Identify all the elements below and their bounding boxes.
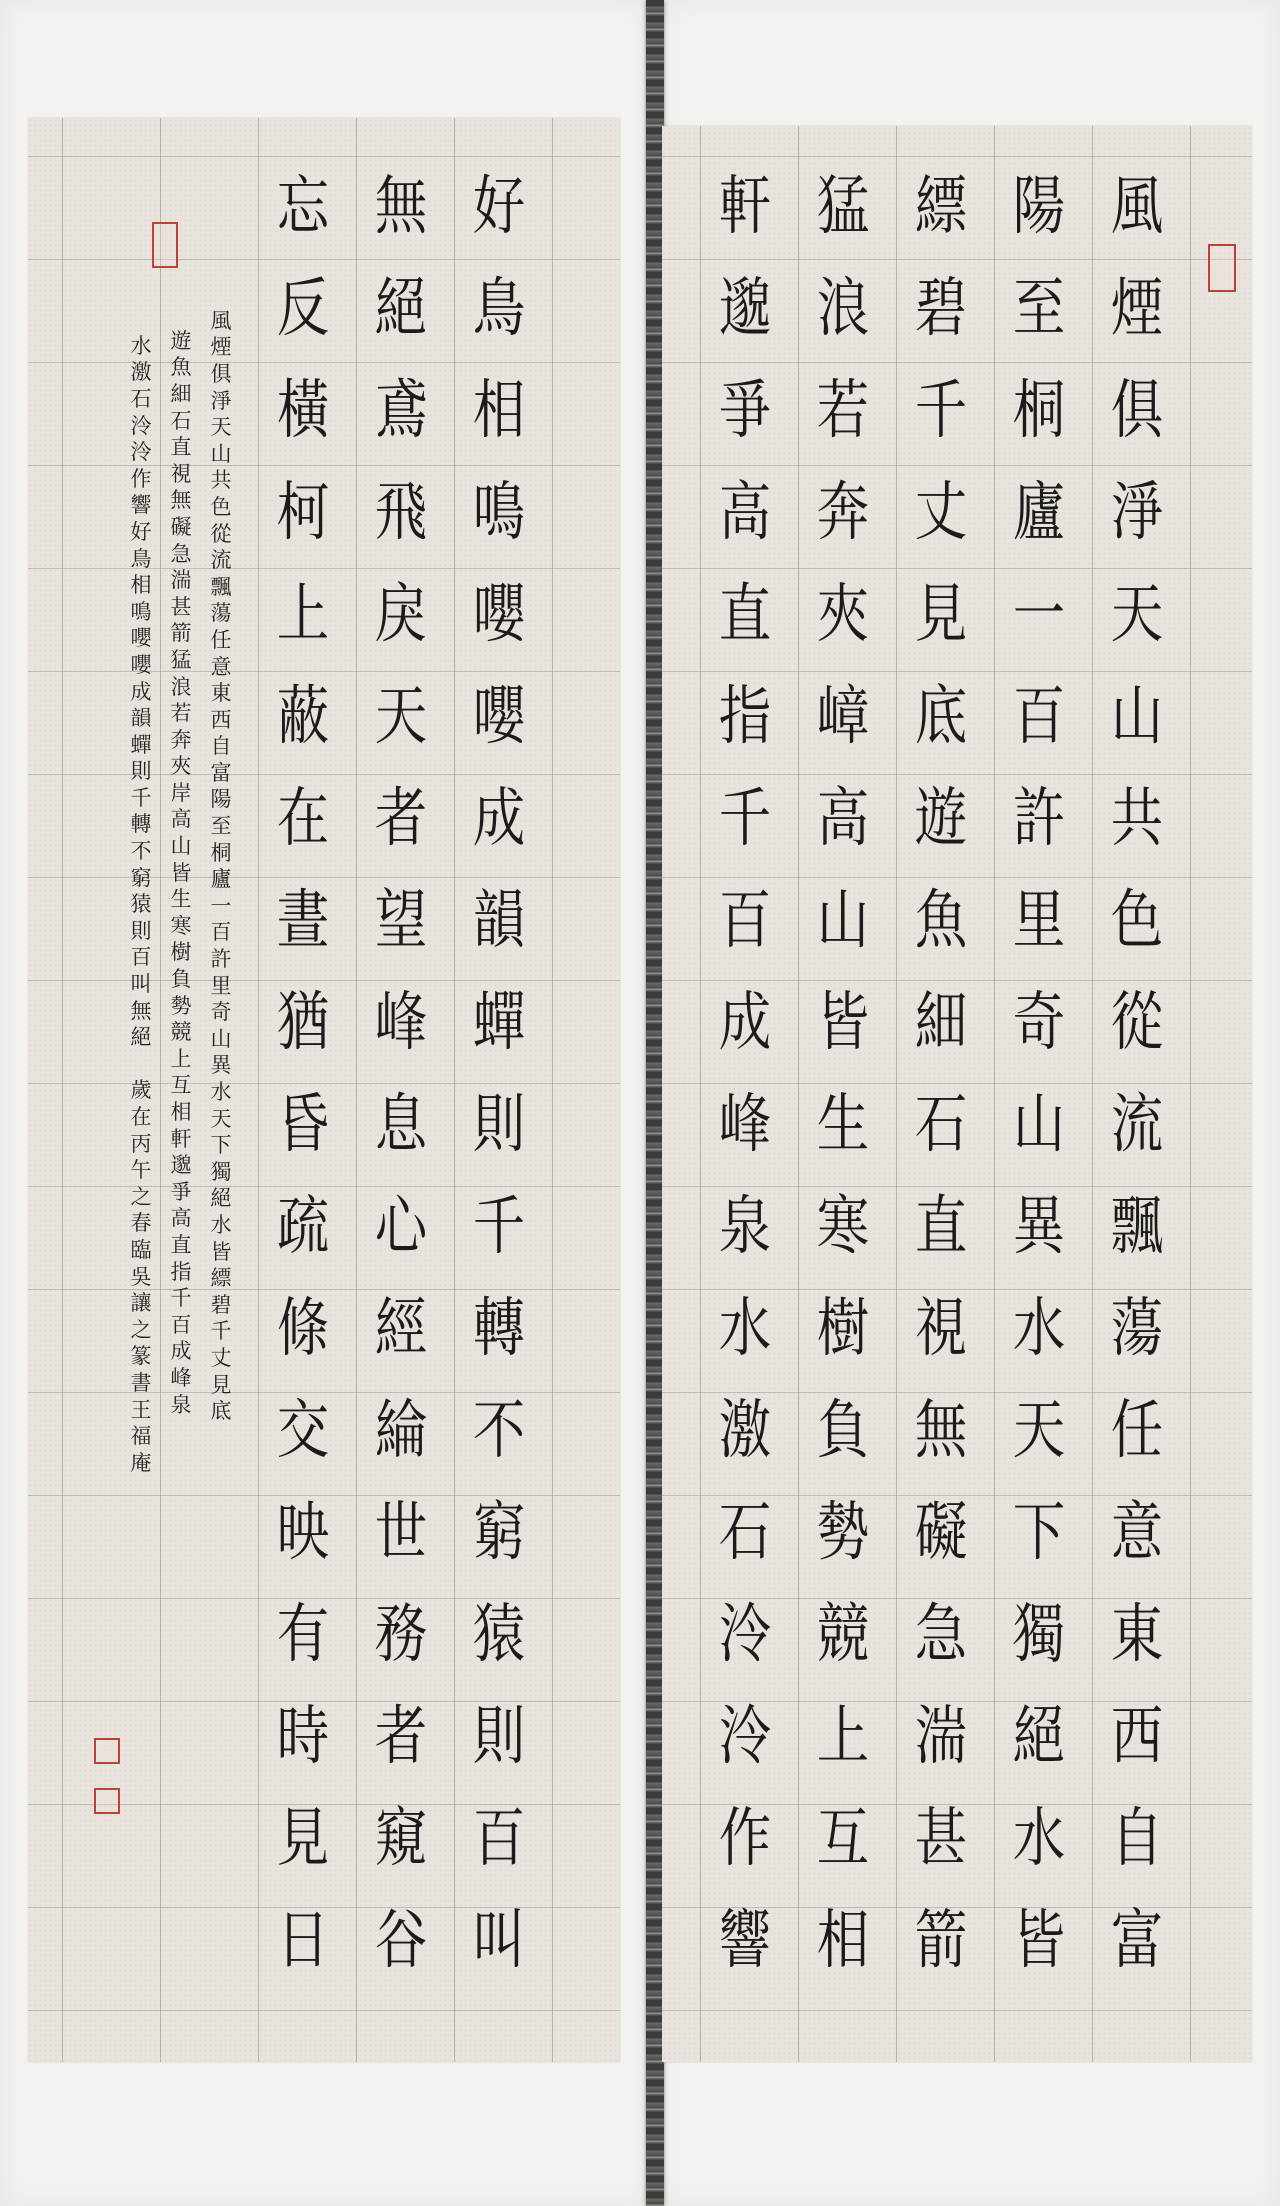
seal-script-character: 鳴 bbox=[472, 476, 526, 550]
seal-script-character: 共 bbox=[1110, 782, 1164, 856]
inscription-character: 歲 bbox=[130, 1078, 152, 1103]
inscription-character: 水 bbox=[130, 333, 152, 358]
inscription-character: 山 bbox=[210, 1026, 232, 1051]
seal-script-character: 蕩 bbox=[1110, 1292, 1164, 1366]
seal-script-character: 獨 bbox=[1012, 1598, 1066, 1672]
inscription-character: 一 bbox=[210, 893, 232, 918]
seal-script-character: 石 bbox=[914, 1088, 968, 1162]
inscription-character: 奇 bbox=[210, 1000, 232, 1025]
seal-script-character: 激 bbox=[718, 1394, 772, 1468]
inscription-character: 自 bbox=[210, 734, 232, 759]
inscription-character: 見 bbox=[210, 1372, 232, 1397]
seal-script-character: 交 bbox=[276, 1394, 330, 1468]
inscription-character: 直 bbox=[170, 1232, 192, 1257]
inscription-character: 丈 bbox=[210, 1345, 232, 1370]
inscription-character: 王 bbox=[130, 1397, 152, 1422]
seal-script-character: 晝 bbox=[276, 884, 330, 958]
seal-script-column bbox=[996, 156, 1082, 1992]
inscription-character: 箭 bbox=[170, 621, 192, 646]
name-seal-stamp bbox=[94, 1788, 120, 1814]
seal-script-character: 細 bbox=[914, 986, 968, 1060]
inscription-character: 則 bbox=[130, 918, 152, 943]
inscription-character: 爭 bbox=[170, 1179, 192, 1204]
inscription-column bbox=[206, 308, 236, 1425]
seal-script-character: 經 bbox=[374, 1292, 428, 1366]
seal-script-character: 反 bbox=[276, 272, 330, 346]
inscription-character: 許 bbox=[210, 947, 232, 972]
inscription-character: 色 bbox=[210, 494, 232, 519]
inscription-character: 響 bbox=[130, 493, 152, 518]
seal-script-character: 作 bbox=[718, 1802, 772, 1876]
inscription-character: 之 bbox=[130, 1317, 152, 1342]
seal-script-character: 任 bbox=[1110, 1394, 1164, 1468]
inscription-character: 互 bbox=[170, 1073, 192, 1098]
seal-script-character: 務 bbox=[374, 1598, 428, 1672]
seal-script-character: 見 bbox=[914, 578, 968, 652]
seal-script-character: 相 bbox=[816, 1904, 870, 1978]
seal-script-column bbox=[800, 156, 886, 1992]
seal-script-character: 上 bbox=[276, 578, 330, 652]
inscription-character: 無 bbox=[170, 488, 192, 513]
inscription-character: 飄 bbox=[210, 574, 232, 599]
seal-script-character: 奇 bbox=[1012, 986, 1066, 1060]
seal-script-character: 皆 bbox=[816, 986, 870, 1060]
inscription-character: 里 bbox=[210, 973, 232, 998]
inscription-column bbox=[166, 328, 196, 1418]
seal-script-character: 山 bbox=[1110, 680, 1164, 754]
inscription-character: 好 bbox=[130, 519, 152, 544]
inscription-character: 山 bbox=[210, 441, 232, 466]
seal-script-character: 峰 bbox=[718, 1088, 772, 1162]
seal-script-character: 皆 bbox=[1012, 1904, 1066, 1978]
inscription-character: 絕 bbox=[210, 1186, 232, 1211]
seal-script-character: 泉 bbox=[718, 1190, 772, 1264]
seal-script-character: 映 bbox=[276, 1496, 330, 1570]
seal-script-character: 叫 bbox=[472, 1904, 526, 1978]
inscription-character: 俱 bbox=[210, 361, 232, 386]
inscription-character: 煙 bbox=[210, 335, 232, 360]
seal-script-character: 視 bbox=[914, 1292, 968, 1366]
seal-script-character: 戾 bbox=[374, 578, 428, 652]
seal-script-character: 窮 bbox=[472, 1496, 526, 1570]
seal-script-character: 飛 bbox=[374, 476, 428, 550]
seal-script-character: 百 bbox=[718, 884, 772, 958]
inscription-character: 轉 bbox=[130, 812, 152, 837]
inscription-character: 淨 bbox=[210, 388, 232, 413]
seal-script-character: 桐 bbox=[1012, 374, 1066, 448]
seal-script-character: 夾 bbox=[816, 578, 870, 652]
seal-script-column bbox=[260, 156, 346, 1992]
seal-script-character: 意 bbox=[1110, 1496, 1164, 1570]
seal-script-character: 至 bbox=[1012, 272, 1066, 346]
inscription-character: 絕 bbox=[130, 1025, 152, 1050]
inscription-character: 從 bbox=[210, 521, 232, 546]
seal-script-character: 石 bbox=[718, 1496, 772, 1570]
seal-script-character: 則 bbox=[472, 1700, 526, 1774]
inscription-character: 窮 bbox=[130, 865, 152, 890]
inscription-character: 不 bbox=[130, 839, 152, 864]
seal-script-character: 無 bbox=[914, 1394, 968, 1468]
seal-script-column bbox=[702, 156, 788, 1992]
leading-seal-stamp bbox=[1208, 244, 1236, 292]
inscription-character: 鳴 bbox=[130, 599, 152, 624]
seal-script-character: 千 bbox=[914, 374, 968, 448]
seal-script-character: 甚 bbox=[914, 1802, 968, 1876]
inscription-character: 共 bbox=[210, 468, 232, 493]
seal-script-character: 柯 bbox=[276, 476, 330, 550]
seal-script-character: 有 bbox=[276, 1598, 330, 1672]
inscription-character: 下 bbox=[210, 1133, 232, 1158]
inscription-character: 午 bbox=[130, 1158, 152, 1183]
seal-script-character: 里 bbox=[1012, 884, 1066, 958]
inscription-character: 相 bbox=[130, 573, 152, 598]
seal-script-character: 谷 bbox=[374, 1904, 428, 1978]
inscription-character: 千 bbox=[210, 1319, 232, 1344]
seal-script-character: 相 bbox=[472, 374, 526, 448]
inscription-character: 泠 bbox=[130, 413, 152, 438]
inscription-character: 浪 bbox=[170, 674, 192, 699]
inscription-character: 峰 bbox=[170, 1365, 192, 1390]
seal-script-character: 東 bbox=[1110, 1598, 1164, 1672]
seal-script-character: 千 bbox=[472, 1190, 526, 1264]
seal-script-character: 奔 bbox=[816, 476, 870, 550]
inscription-character: 若 bbox=[170, 701, 192, 726]
seal-script-character: 猶 bbox=[276, 986, 330, 1060]
inscription-character: 庵 bbox=[130, 1450, 152, 1475]
seal-script-character: 者 bbox=[374, 1700, 428, 1774]
inscription-character: 奔 bbox=[170, 727, 192, 752]
inscription-character: 丙 bbox=[130, 1131, 152, 1156]
seal-script-character: 鳶 bbox=[374, 374, 428, 448]
inscription-character: 千 bbox=[170, 1286, 192, 1311]
seal-script-character: 寒 bbox=[816, 1190, 870, 1264]
seal-script-character: 遊 bbox=[914, 782, 968, 856]
inscription-character: 泠 bbox=[130, 440, 152, 465]
seal-script-character: 色 bbox=[1110, 884, 1164, 958]
inscription-character: 皆 bbox=[170, 860, 192, 885]
seal-script-character: 鳥 bbox=[472, 272, 526, 346]
inscription-character: 天 bbox=[210, 415, 232, 440]
seal-script-character: 陽 bbox=[1012, 170, 1066, 244]
seal-script-character: 富 bbox=[1110, 1904, 1164, 1978]
seal-script-column bbox=[898, 156, 984, 1992]
right-calligraphy-panel bbox=[662, 126, 1252, 2062]
seal-script-character: 高 bbox=[718, 476, 772, 550]
inscription-character: 石 bbox=[170, 408, 192, 433]
seal-script-character: 丈 bbox=[914, 476, 968, 550]
inscription-character: 碧 bbox=[210, 1292, 232, 1317]
seal-script-character: 湍 bbox=[914, 1700, 968, 1774]
inscription-character: 百 bbox=[210, 920, 232, 945]
inscription-character: 百 bbox=[170, 1312, 192, 1337]
seal-script-character: 水 bbox=[718, 1292, 772, 1366]
inscription-character: 獨 bbox=[210, 1159, 232, 1184]
inscription-character: 無 bbox=[130, 998, 152, 1023]
seal-script-character: 自 bbox=[1110, 1802, 1164, 1876]
seal-script-character: 廬 bbox=[1012, 476, 1066, 550]
seal-script-character: 水 bbox=[1012, 1802, 1066, 1876]
inscription-character: 讓 bbox=[130, 1291, 152, 1316]
inscription-character: 蕩 bbox=[210, 601, 232, 626]
seal-script-character: 成 bbox=[718, 986, 772, 1060]
seal-script-character: 流 bbox=[1110, 1088, 1164, 1162]
seal-script-character: 泠 bbox=[718, 1700, 772, 1774]
seal-script-character: 山 bbox=[1012, 1088, 1066, 1162]
inscription-character: 廬 bbox=[210, 867, 232, 892]
inscription-character: 意 bbox=[210, 654, 232, 679]
seal-script-character: 不 bbox=[472, 1394, 526, 1468]
seal-script-character: 蔽 bbox=[276, 680, 330, 754]
seal-script-character: 橫 bbox=[276, 374, 330, 448]
seal-script-character: 絕 bbox=[1012, 1700, 1066, 1774]
inscription-character: 直 bbox=[170, 435, 192, 460]
inscription-character: 成 bbox=[170, 1339, 192, 1364]
inscription-character: 縹 bbox=[210, 1266, 232, 1291]
inscription-character: 競 bbox=[170, 1020, 192, 1045]
inscription-character: 福 bbox=[130, 1424, 152, 1449]
seal-script-character: 息 bbox=[374, 1088, 428, 1162]
seal-script-character: 韻 bbox=[472, 884, 526, 958]
seal-script-column bbox=[456, 156, 542, 1992]
seal-script-character: 日 bbox=[276, 1904, 330, 1978]
seal-script-character: 軒 bbox=[718, 170, 772, 244]
seal-script-character: 猛 bbox=[816, 170, 870, 244]
inscription-character: 礙 bbox=[170, 514, 192, 539]
inscription-character: 異 bbox=[210, 1053, 232, 1078]
inscription-character: 則 bbox=[130, 759, 152, 784]
inscription-character: 激 bbox=[130, 360, 152, 385]
inscription-character: 千 bbox=[130, 785, 152, 810]
inscription-character: 書 bbox=[130, 1370, 152, 1395]
seal-script-character: 碧 bbox=[914, 272, 968, 346]
seal-script-character: 許 bbox=[1012, 782, 1066, 856]
seal-script-character: 互 bbox=[816, 1802, 870, 1876]
seal-script-character: 蟬 bbox=[472, 986, 526, 1060]
seal-script-character: 勢 bbox=[816, 1496, 870, 1570]
inscription-character: 春 bbox=[130, 1211, 152, 1236]
seal-script-column bbox=[1094, 156, 1180, 1992]
inscription-character: 視 bbox=[170, 461, 192, 486]
seal-script-character: 礙 bbox=[914, 1496, 968, 1570]
seal-script-column bbox=[358, 156, 444, 1992]
inscription-character: 高 bbox=[170, 1206, 192, 1231]
seal-script-character: 上 bbox=[816, 1700, 870, 1774]
inscription-character: 富 bbox=[210, 760, 232, 785]
inscription-character: 勢 bbox=[170, 993, 192, 1018]
inscription-character: 天 bbox=[210, 1106, 232, 1131]
inscription-character: 吳 bbox=[130, 1264, 152, 1289]
seal-script-character: 嶂 bbox=[816, 680, 870, 754]
inscription-character: 臨 bbox=[130, 1237, 152, 1262]
inscription-character: 相 bbox=[170, 1100, 192, 1125]
seal-script-character: 浪 bbox=[816, 272, 870, 346]
seal-script-character: 生 bbox=[816, 1088, 870, 1162]
seal-script-character: 爭 bbox=[718, 374, 772, 448]
seal-script-character: 者 bbox=[374, 782, 428, 856]
inscription-character: 西 bbox=[210, 707, 232, 732]
inscription-character: 魚 bbox=[170, 355, 192, 380]
seal-script-character: 山 bbox=[816, 884, 870, 958]
seal-script-character: 嚶 bbox=[472, 680, 526, 754]
seal-script-character: 天 bbox=[1012, 1394, 1066, 1468]
seal-script-character: 條 bbox=[276, 1292, 330, 1366]
name-seal-stamp bbox=[94, 1738, 120, 1764]
inscription-character: 篆 bbox=[130, 1344, 152, 1369]
inscription-character: 泉 bbox=[170, 1392, 192, 1417]
inscription-character: 水 bbox=[210, 1212, 232, 1237]
inscription-character: 在 bbox=[130, 1105, 152, 1130]
inscription-character: 底 bbox=[210, 1399, 232, 1424]
seal-script-character: 時 bbox=[276, 1700, 330, 1774]
inscription-character: 作 bbox=[130, 466, 152, 491]
inscription-character: 寒 bbox=[170, 913, 192, 938]
seal-script-character: 競 bbox=[816, 1598, 870, 1672]
seal-script-character: 在 bbox=[276, 782, 330, 856]
inscription-character bbox=[126, 1051, 156, 1078]
inscription-character: 負 bbox=[170, 967, 192, 992]
seal-script-character: 從 bbox=[1110, 986, 1164, 1060]
inscription-character: 嚶 bbox=[130, 652, 152, 677]
seal-script-character: 邈 bbox=[718, 272, 772, 346]
seal-script-character: 百 bbox=[1012, 680, 1066, 754]
inscription-character: 猿 bbox=[130, 892, 152, 917]
inscription-character: 高 bbox=[170, 807, 192, 832]
inscription-character: 上 bbox=[170, 1046, 192, 1071]
seal-script-character: 見 bbox=[276, 1802, 330, 1876]
inscription-character: 東 bbox=[210, 681, 232, 706]
seal-script-character: 西 bbox=[1110, 1700, 1164, 1774]
seal-script-character: 指 bbox=[718, 680, 772, 754]
seal-script-character: 千 bbox=[718, 782, 772, 856]
seal-script-character: 嚶 bbox=[472, 578, 526, 652]
seal-script-character: 俱 bbox=[1110, 374, 1164, 448]
seal-script-character: 煙 bbox=[1110, 272, 1164, 346]
inscription-character: 百 bbox=[130, 945, 152, 970]
inscription-character: 甚 bbox=[170, 594, 192, 619]
seal-script-character: 縹 bbox=[914, 170, 968, 244]
inscription-character: 桐 bbox=[210, 840, 232, 865]
seal-script-character: 直 bbox=[914, 1190, 968, 1264]
seal-script-character: 響 bbox=[718, 1904, 772, 1978]
seal-script-character: 綸 bbox=[374, 1394, 428, 1468]
inscription-column bbox=[126, 333, 156, 1477]
inscription-character: 夾 bbox=[170, 754, 192, 779]
seal-script-character: 魚 bbox=[914, 884, 968, 958]
seal-script-character: 高 bbox=[816, 782, 870, 856]
seal-script-character: 水 bbox=[1012, 1292, 1066, 1366]
inscription-character: 山 bbox=[170, 834, 192, 859]
inscription-character: 叫 bbox=[130, 972, 152, 997]
seal-script-character: 風 bbox=[1110, 170, 1164, 244]
seal-script-character: 淨 bbox=[1110, 476, 1164, 550]
seal-script-character: 峰 bbox=[374, 986, 428, 1060]
inscription-character: 陽 bbox=[210, 787, 232, 812]
seal-script-character: 心 bbox=[374, 1190, 428, 1264]
leading-seal-stamp bbox=[152, 222, 178, 268]
inscription-character: 皆 bbox=[210, 1239, 232, 1264]
seal-script-character: 異 bbox=[1012, 1190, 1066, 1264]
seal-script-character: 急 bbox=[914, 1598, 968, 1672]
inscription-character: 水 bbox=[210, 1080, 232, 1105]
seal-script-character: 轉 bbox=[472, 1292, 526, 1366]
seal-script-character: 負 bbox=[816, 1394, 870, 1468]
seal-script-character: 底 bbox=[914, 680, 968, 754]
inscription-character: 湍 bbox=[170, 568, 192, 593]
inscription-character: 之 bbox=[130, 1184, 152, 1209]
seal-script-character: 一 bbox=[1012, 578, 1066, 652]
seal-script-character: 絕 bbox=[374, 272, 428, 346]
seal-script-character: 則 bbox=[472, 1088, 526, 1162]
seal-script-character: 世 bbox=[374, 1496, 428, 1570]
inscription-character: 猛 bbox=[170, 647, 192, 672]
seal-script-character: 樹 bbox=[816, 1292, 870, 1366]
inscription-character: 遊 bbox=[170, 328, 192, 353]
inscription-character: 鳥 bbox=[130, 546, 152, 571]
inscription-character: 急 bbox=[170, 541, 192, 566]
inscription-character: 蟬 bbox=[130, 732, 152, 757]
inscription-character: 嚶 bbox=[130, 626, 152, 651]
seal-script-character: 天 bbox=[1110, 578, 1164, 652]
seal-script-character: 窺 bbox=[374, 1802, 428, 1876]
seal-script-character: 無 bbox=[374, 170, 428, 244]
inscription-character: 任 bbox=[210, 627, 232, 652]
inscription-character: 石 bbox=[130, 386, 152, 411]
inscription-character: 至 bbox=[210, 814, 232, 839]
inscription-character: 生 bbox=[170, 887, 192, 912]
inscription-character: 軒 bbox=[170, 1126, 192, 1151]
seal-script-character: 天 bbox=[374, 680, 428, 754]
seal-script-character: 直 bbox=[718, 578, 772, 652]
seal-script-character: 泠 bbox=[718, 1598, 772, 1672]
inscription-character: 韻 bbox=[130, 706, 152, 731]
seal-script-character: 成 bbox=[472, 782, 526, 856]
seal-script-character: 昏 bbox=[276, 1088, 330, 1162]
seal-script-character: 箭 bbox=[914, 1904, 968, 1978]
inscription-character: 風 bbox=[210, 308, 232, 333]
inscription-character: 岸 bbox=[170, 780, 192, 805]
inscription-character: 樹 bbox=[170, 940, 192, 965]
seal-script-character: 飄 bbox=[1110, 1190, 1164, 1264]
inscription-character: 細 bbox=[170, 381, 192, 406]
seal-script-character: 百 bbox=[472, 1802, 526, 1876]
inscription-character: 指 bbox=[170, 1259, 192, 1284]
seal-script-character: 下 bbox=[1012, 1496, 1066, 1570]
seal-script-character: 好 bbox=[472, 170, 526, 244]
seal-script-character: 望 bbox=[374, 884, 428, 958]
seal-script-character: 疏 bbox=[276, 1190, 330, 1264]
seal-script-character: 忘 bbox=[276, 170, 330, 244]
inscription-character: 流 bbox=[210, 548, 232, 573]
seal-script-character: 猿 bbox=[472, 1598, 526, 1672]
seal-script-character: 若 bbox=[816, 374, 870, 448]
left-calligraphy-panel bbox=[28, 118, 620, 2062]
inscription-character: 成 bbox=[130, 679, 152, 704]
inscription-character: 邈 bbox=[170, 1153, 192, 1178]
